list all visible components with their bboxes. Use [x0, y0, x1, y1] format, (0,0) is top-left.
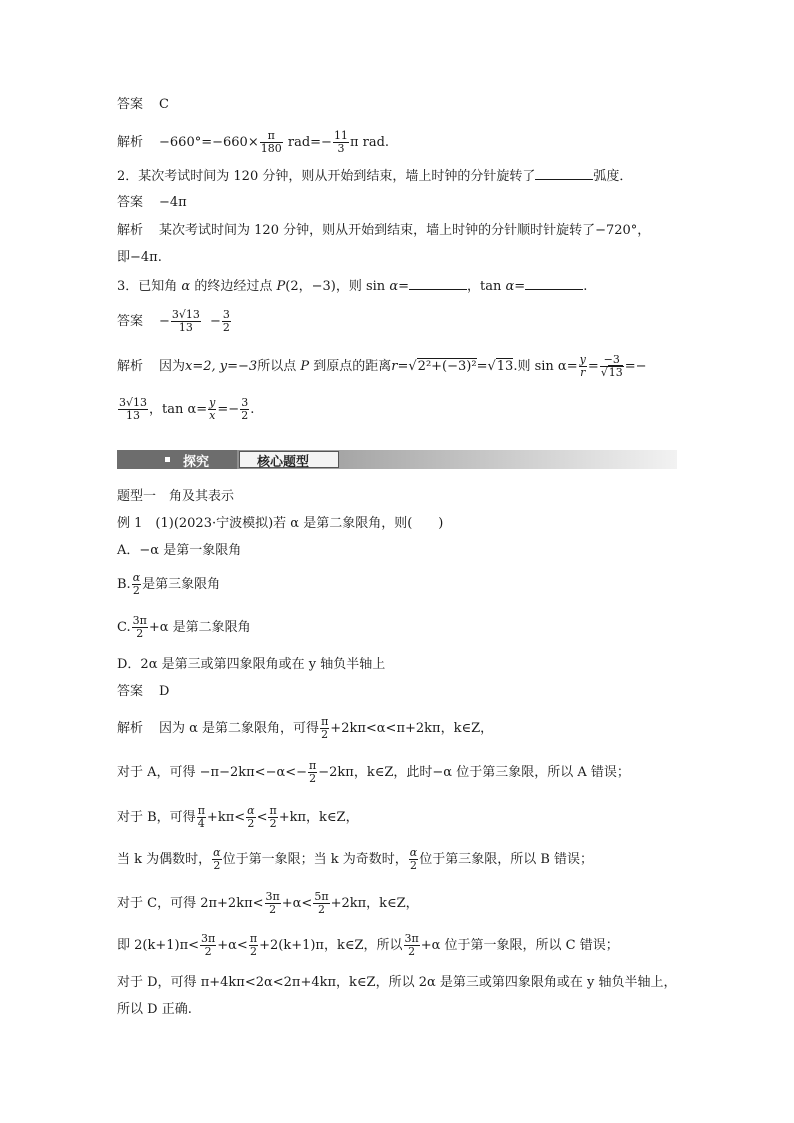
fraction: $\frac{\pi}{2}$ [321, 715, 329, 741]
fraction: $\frac{3\pi}{2}$ [201, 932, 216, 958]
fraction: $\frac{\alpha}{2}$ [247, 804, 255, 830]
option-b [117, 568, 220, 602]
answer-label: 答案 [117, 97, 144, 112]
analysis-text: 到原点的距离 [313, 359, 392, 374]
analysis-line-4 [117, 843, 593, 877]
question-text: 2．某次考试时间为 120 分钟，则从开始到结束，墙上时钟的分针旋转了 [117, 169, 536, 184]
section-title-text: 题型一 角及其表示 [117, 489, 235, 504]
analysis-line-8 [117, 1001, 192, 1019]
analysis-text: +2(k+1)π，k∈Z，所以 [259, 938, 403, 953]
fraction: $\frac{y}{r}$ [579, 353, 586, 379]
section-title [117, 488, 234, 506]
answer-label: 答案 [117, 314, 144, 329]
question-text: 3．已知角 [117, 279, 178, 294]
analysis-text: 因为 [159, 359, 186, 374]
analysis-text: =− [217, 402, 240, 417]
equals: = [476, 359, 488, 374]
example-question [117, 515, 443, 533]
analysis-text: x=2, y=−3 [185, 359, 258, 374]
fraction: $\frac{3√13}{13}$ [171, 308, 200, 334]
equals: = [398, 279, 409, 294]
analysis-text: < [256, 810, 268, 825]
fraction: $\frac{5\pi}{2}$ [314, 890, 329, 916]
analysis-text: +2kπ，k∈Z， [330, 896, 419, 911]
q2-analysis-line-2 [117, 249, 162, 267]
answer-label: 答案 [117, 195, 144, 210]
fraction: $\frac{\alpha}{2}$ [213, 846, 221, 872]
analysis-line-3 [117, 801, 359, 835]
answer-label: 答案 [117, 684, 144, 699]
answer-blank [525, 277, 583, 290]
analysis-text: 因为 α 是第二象限角，可得 [159, 721, 320, 736]
fraction: $\frac{3\pi}{2}$ [265, 890, 280, 916]
answer-value: −4π [159, 195, 187, 210]
analysis-label: 解析 [117, 359, 144, 374]
q2-analysis-line [117, 222, 650, 240]
fraction: $\frac{11}{3}$ [333, 129, 348, 155]
analysis-text: ，tan α= [149, 402, 208, 417]
fraction: $\frac{\pi}{2}$ [249, 932, 258, 958]
banner-title: 核心题型 [257, 455, 310, 470]
radicand: 13 [496, 359, 514, 374]
option-a [117, 542, 241, 560]
fraction: $\frac{\alpha}{2}$ [132, 571, 141, 597]
fraction: $\frac{\alpha}{2}$ [409, 846, 418, 872]
q1-analysis-line [117, 128, 389, 158]
q3-analysis-line: 解析 因为x=2, y=−3所以点 P 到原点的距离r=√2²+(−3)²=√13.则 sin α= $\frac{y}{r}$ = $\frac{-3}{√13}$ =− [117, 353, 647, 379]
period: . [583, 279, 588, 294]
alpha: α [181, 279, 191, 294]
q3-analysis-line-2 [117, 393, 254, 427]
analysis-text: 位于第三象限，所以 B 错误； [419, 852, 594, 867]
q2-answer-line [117, 194, 187, 212]
fraction: $\frac{y}{x}$ [209, 396, 216, 422]
radicand: 2²+(−3)² [417, 359, 477, 374]
option-text: 是第三象限角 [142, 577, 221, 592]
period: . [250, 402, 255, 417]
answer-value: C [159, 97, 169, 112]
fraction: $\frac{3\pi}{2}$ [132, 614, 147, 640]
section-banner [117, 450, 677, 469]
analysis-text: 对于 B，可得 [117, 810, 196, 825]
question-text: 弧度． [593, 169, 633, 184]
analysis-line-5 [117, 887, 419, 921]
option-prefix: C. [117, 620, 131, 635]
question-text: ，tan [467, 279, 502, 294]
analysis-text: .则 sin α= [513, 359, 578, 374]
analysis-text: 当 k 为偶数时， [117, 852, 212, 867]
q3-question [117, 277, 587, 296]
analysis-line-6 [117, 929, 619, 963]
option-d [117, 656, 385, 674]
analysis-line-7 [117, 974, 677, 992]
example-text: 例 1 (1)(2023·宁波模拟)若 α 是第二象限角，则( ) [117, 516, 444, 531]
analysis-text: 即 2(k+1)π< [117, 938, 200, 953]
expr: −660°=−660× [159, 135, 259, 150]
equals: = [514, 279, 526, 294]
q2-question [117, 167, 632, 186]
analysis-text: +α< [217, 938, 248, 953]
option-c [117, 611, 251, 645]
expr: rad=− [287, 135, 332, 150]
question-text: (2，−3)，则 sin [285, 279, 386, 294]
banner-dark-block [117, 450, 237, 469]
q1-answer-line [117, 96, 169, 114]
alpha: α [389, 279, 399, 294]
analysis-text: +α 位于第一象限，所以 C 错误； [420, 938, 619, 953]
fraction: $\frac{3\pi}{2}$ [404, 932, 419, 958]
question-text: 的终边经过点 [194, 279, 273, 294]
point-label: P [276, 279, 286, 294]
analysis-text: +2kπ<α<π+2kπ，k∈Z， [330, 721, 494, 736]
analysis-text: 位于第一象限；当 k 为奇数时， [222, 852, 408, 867]
q3-answer-line: 答案 − $\frac{3√13}{13}$ − $\frac{3}{2}$ [117, 308, 230, 334]
analysis-line-1 [117, 712, 493, 746]
analysis-text: +kπ< [206, 810, 246, 825]
point-label: P [300, 359, 310, 374]
example-answer-line [117, 683, 169, 701]
banner-label: 探究 [183, 455, 210, 470]
answer-blank [535, 167, 593, 180]
analysis-text: 对于 A，可得 −π−2kπ<−α<− [117, 765, 308, 780]
option-text: A．−α 是第一象限角 [117, 543, 242, 558]
analysis-text: 对于 C，可得 2π+2kπ< [117, 896, 264, 911]
fraction: $\frac{\pi}{180}$ [260, 129, 282, 155]
fraction: $\frac{\pi}{2}$ [309, 759, 317, 785]
analysis-text: 对于 D，可得 π+4kπ<2α<2π+4kπ，k∈Z，所以 2α 是第三或第四象限角或在 y 轴负半轴上， [117, 975, 677, 990]
analysis-text: 即−4π. [117, 250, 162, 265]
answer-blank [409, 277, 467, 290]
fraction: $\frac{3}{2}$ [241, 396, 249, 422]
fraction: $\frac{3}{2}$ [222, 308, 230, 334]
fraction: $\frac{3√13}{13}$ [119, 396, 148, 422]
expr: π rad. [349, 135, 390, 150]
square-bullet-icon [165, 457, 170, 462]
analysis-label: 解析 [117, 223, 144, 238]
analysis-label: 解析 [117, 135, 144, 150]
analysis-text: 所以 D 正确. [117, 1002, 192, 1017]
analysis-label: 解析 [117, 721, 144, 736]
option-prefix: B. [117, 577, 131, 592]
analysis-line-2 [117, 756, 630, 790]
analysis-text: 某次考试时间为 120 分钟，则从开始到结束，墙上时钟的分针顺时针旋转了−720°， [159, 223, 651, 238]
option-text: +α 是第二象限角 [148, 620, 251, 635]
analysis-text: +α< [281, 896, 313, 911]
analysis-text: +kπ，k∈Z， [278, 810, 359, 825]
fraction: $\frac{\pi}{4}$ [197, 804, 205, 830]
fraction: $\frac{\pi}{2}$ [269, 804, 277, 830]
analysis-text: −2kπ，k∈Z，此时−α 位于第三象限，所以 A 错误； [318, 765, 630, 780]
analysis-text: r= [391, 359, 409, 374]
analysis-text: 所以点 [257, 359, 297, 374]
answer-value: D [159, 684, 170, 699]
alpha: α [505, 279, 515, 294]
option-text: D．2α 是第三或第四象限角或在 y 轴负半轴上 [117, 657, 386, 672]
fraction: $\frac{-3}{√13}$ [600, 353, 623, 379]
